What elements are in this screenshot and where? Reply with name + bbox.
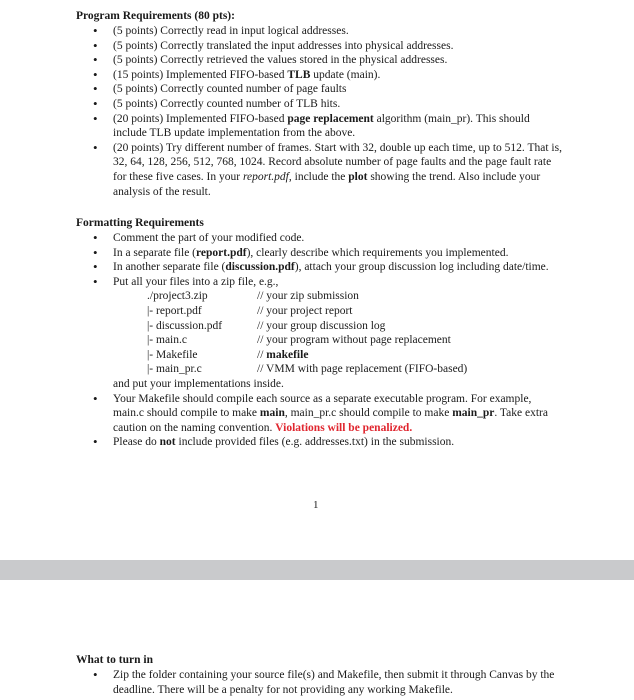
tree-file: |- report.pdf — [147, 304, 202, 317]
tree-file: ./project3.zip — [147, 290, 208, 303]
list-item: • (5 points) Correctly read in input logical addresses. — [93, 24, 563, 39]
page-number: 1 — [313, 499, 319, 511]
formatting-requirements-list — [93, 231, 563, 450]
list-item: • (5 points) Correctly counted number of page faults — [93, 82, 563, 97]
penalty-warning: Violations will be penalized. — [275, 421, 413, 434]
list-item: • In a separate file (report.pdf), clearly describe which requirements you implemented. — [93, 246, 563, 261]
turn-in-list — [93, 668, 563, 697]
list-item: • (20 points) Implemented FIFO-based page replacement algorithm (main_pr). This should include TLB update implementation from the above. — [93, 112, 563, 141]
tree-file: |- discussion.pdf — [147, 319, 223, 332]
tree-file: |- Makefile — [147, 348, 198, 361]
program-requirements-list — [93, 24, 563, 199]
list-item: • (20 points) Try different number of frames. Start with 32, double up each time, up to 512. That is, 32, 64, 128, 256, 512, 768, 1024. Record absolute number of page faults and the page fault rate for these five cases. In your report.pdf, include the plot showing the trend. Also include your analysis of the result. — [93, 141, 563, 199]
tree-comment: // your program without page replacement — [257, 334, 451, 347]
list-item: • Zip the folder containing your source file(s) and Makefile, then submit it through Canvas by the deadline. There will be a penalty for not providing any working Makefile. — [93, 668, 563, 697]
tree-comment: // makefile — [257, 348, 309, 361]
tree-comment: // your group discussion log — [257, 319, 386, 332]
page-separator — [0, 560, 634, 580]
list-item: • Put all your files into a zip file, e.g., ./project3.zip // your zip submission |- report.pdf // your project report |- discussion.pdf // your group discussion log |- main.c // your program without page replacement |- Makefile // makefile |- main_pr.c // VMM with page replacement (FIFO-based) and put your implementations inside. — [93, 275, 563, 392]
what-to-turn-in-heading: What to turn in — [76, 654, 153, 666]
program-requirements-heading: Program Requirements (80 pts): — [76, 10, 235, 22]
tree-file: |- main.c — [147, 334, 187, 347]
list-item: • Please do not include provided files (e.g. addresses.txt) in the submission. — [93, 435, 563, 450]
list-item: • (5 points) Correctly translated the input addresses into physical addresses. — [93, 39, 563, 54]
formatting-requirements-heading: Formatting Requirements — [76, 217, 204, 229]
tree-comment: // your zip submission — [257, 290, 359, 303]
page-2 — [0, 580, 634, 700]
tree-comment: // your project report — [257, 304, 353, 317]
list-item: • (15 points) Implemented FIFO-based TLB update (main). — [93, 68, 563, 83]
list-item: • In another separate file (discussion.pdf), attach your group discussion log including date/time. — [93, 260, 563, 275]
list-item: • Comment the part of your modified code. — [93, 231, 563, 246]
list-item: • Your Makefile should compile each source as a separate executable program. For example, main.c should compile to make main, main_pr.c should compile to make main_pr. Take extra caution on the naming convention. Violations will be penalized. — [93, 392, 563, 436]
tree-file: |- main_pr.c — [147, 363, 202, 376]
zip-file-tree — [147, 289, 563, 377]
tree-comment: // VMM with page replacement (FIFO-based) — [257, 363, 468, 376]
list-item: • (5 points) Correctly counted number of TLB hits. — [93, 97, 563, 112]
list-item: • (5 points) Correctly retrieved the values stored in the physical addresses. — [93, 53, 563, 68]
